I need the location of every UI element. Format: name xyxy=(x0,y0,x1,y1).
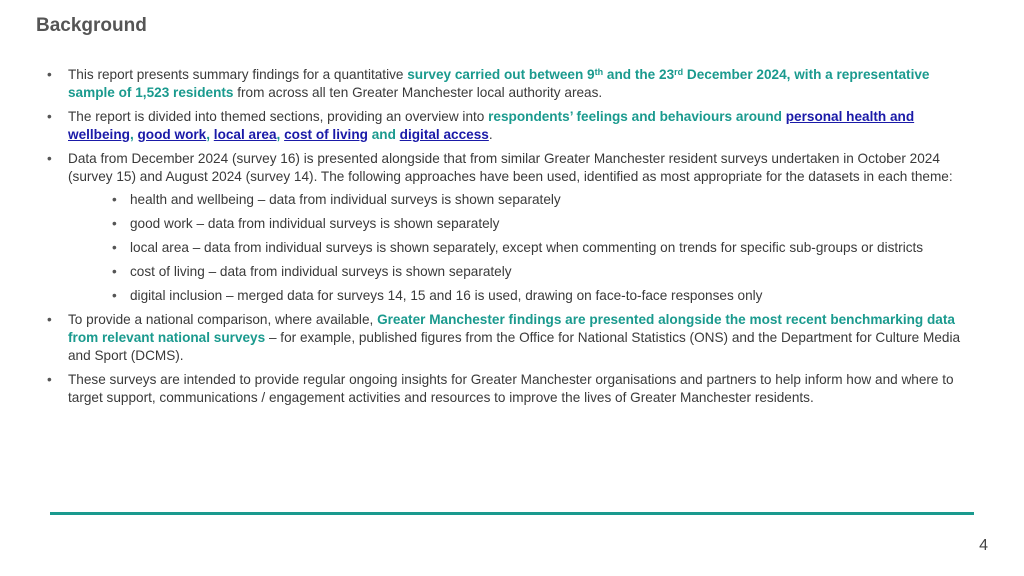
survey-dates-highlight: survey carried out between 9th and the 23rd December 2024, with a representative sample of 1,523 residents xyxy=(68,67,930,100)
sub-bullet-digital-inclusion: • digital inclusion – merged data for surveys 14, 15 and 16 is used, drawing on face-to-face responses only xyxy=(68,287,964,305)
bullet-national-comparison: • To provide a national comparison, where available, Greater Manchester findings are presented alongside the most recent benchmarking data from relevant national surveys – for example, published figures from the Office for National Statistics (ONS) and the Department for Culture Media and Sport (DCMS). xyxy=(44,311,964,365)
bullet-purpose: • These surveys are intended to provide regular ongoing insights for Greater Manchester organisations and partners to help inform how and where to target support, communications / engagement activities and resources to improve the lives of Greater Manchester residents. xyxy=(44,371,964,407)
sub-bullet-health: • health and wellbeing – data from individual surveys is shown separately xyxy=(68,191,964,209)
sub-bullet-cost-of-living: • cost of living – data from individual surveys is shown separately xyxy=(68,263,964,281)
bullet-report-summary: • This report presents summary findings for a quantitative survey carried out between 9th and the 23rd December 2024, with a representative sample of 1,523 residents from across all ten Greater Manchester local authority areas. xyxy=(44,66,964,102)
slide-title: Background xyxy=(36,15,147,36)
respondents-highlight: respondents’ feelings and behaviours around xyxy=(488,109,786,124)
bullet-list xyxy=(44,66,964,407)
bullet-data-sources: • Data from December 2024 (survey 16) is presented alongside that from similar Greater Manchester resident surveys undertaken in October 2024 (survey 15) and August 2024 (survey 14). The following approaches have been used, identified as most appropriate for the datasets in each theme: • health and wellbeing – data from individual surveys is shown separately • good work – data from individual surveys is shown separately • local area – data from individual surveys is shown separately, except when commenting on trends for specific sub-groups or districts • cost of living – data from individual surveys is shown separately • digital inclusion – merged data for surveys 14, 15 and 16 is used, drawing on face-to-face responses only xyxy=(44,150,964,305)
theme-approach-list xyxy=(68,191,964,305)
link-good-work[interactable]: good work xyxy=(137,127,207,142)
benchmark-highlight: Greater Manchester findings are presented alongside the most recent benchmarking data from relevant national surveys xyxy=(68,312,955,345)
bullet-content xyxy=(44,66,964,413)
link-cost-of-living[interactable]: cost of living xyxy=(284,127,368,142)
link-personal-health[interactable]: personal health and wellbeing xyxy=(68,109,915,142)
link-local-area[interactable]: local area xyxy=(213,127,277,142)
link-digital-access[interactable]: digital access xyxy=(399,127,489,142)
page-number: 4 xyxy=(979,537,988,554)
sub-bullet-good-work: • good work – data from individual surveys is shown separately xyxy=(68,215,964,233)
footer-divider xyxy=(50,512,974,515)
bullet-themed-sections: • The report is divided into themed sections, providing an overview into respondents’ feelings and behaviours around personal health and wellbeing, good work, local area, cost of living and digital access. xyxy=(44,108,964,144)
sub-bullet-local-area: • local area – data from individual surveys is shown separately, except when commenting on trends for specific sub-groups or districts xyxy=(68,239,964,257)
